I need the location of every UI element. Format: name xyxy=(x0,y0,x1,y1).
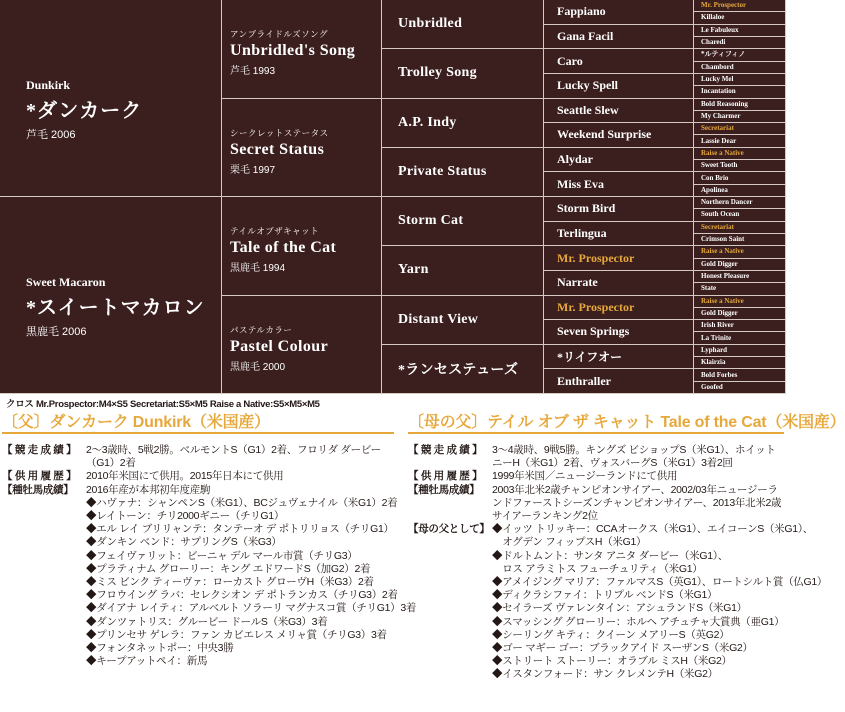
pedigree-dam-dam-cell xyxy=(222,296,382,395)
offspring-list-item: ◆フェイヴァリット：ビーニャ デル マール市賞（チリG3） xyxy=(86,549,358,562)
pedigree-gen5-cell: Chambord xyxy=(694,62,786,74)
pedigree-gen5-cell: *ルティフィノ xyxy=(694,49,786,61)
pedigree-gen4-cell: Enthraller xyxy=(544,369,694,394)
sire-stud-record-row xyxy=(2,484,394,497)
pedigree-gen4-cell: Seattle Slew xyxy=(544,99,694,124)
damsire-offspring-list xyxy=(492,523,827,681)
sire-info: 芦毛 2006 xyxy=(26,129,76,141)
pedigree-gen5-cell: Raise a Native xyxy=(694,296,786,308)
offspring-list-item: ◆ダンキン ベンド：サプリングS（米G3） xyxy=(86,536,282,549)
damsire-profile-section xyxy=(408,412,845,682)
pedigree-gen4-cell: Caro xyxy=(544,49,694,74)
pedigree-dam-sire-cell xyxy=(222,197,382,296)
dam-name-ja: *スイートマカロン xyxy=(26,297,205,319)
offspring-list-item: オグデン フィップスH（米G1） xyxy=(492,536,647,549)
pedigree-gen5-cell: La Trinite xyxy=(694,332,786,344)
pedigree-gen5-cell: Bold Reasoning xyxy=(694,99,786,111)
damsire-profile-body xyxy=(408,444,828,682)
offspring-list-item: ◆エル レイ ブリリャンテ：タンテーオ デ ポトリリョス（チリG1） xyxy=(86,523,394,536)
row-value: 2016年産が本邦初年度産駒 xyxy=(86,483,211,496)
sire-profile-section xyxy=(2,412,417,668)
row-value: 2～3歳時、5戦2勝。ベルモントS（G1）2着、フロリダ ダービー（G1）2着 xyxy=(86,444,381,470)
offspring-list-item: ◆シーリング キティ：クイーン メアリーS（英G2） xyxy=(492,628,730,641)
offspring-list-item: ◆アメイジング マリア：ファルマスS（英G1）、ロートシルト賞（仏G1） xyxy=(492,576,828,589)
pedigree-sire-sire-cell xyxy=(222,0,382,99)
pedigree-gen5-cell: Irish River xyxy=(694,320,786,332)
offspring-list-item: ロス アラミトス フューチュリティ（米G1） xyxy=(492,562,703,575)
pedigree-sire-cell xyxy=(0,0,222,197)
row-label: 【種牡馬成績】 xyxy=(408,483,480,496)
row-label: 【 供 用 履 歴 】 xyxy=(2,470,77,483)
offspring-list-item: ◆ダンツァトリス：グルービー ドールS（米G3）3着 xyxy=(86,615,328,628)
damsire-stud-record-row xyxy=(408,484,784,524)
damsire-profile-heading: 〔母の父〕テイル オブ ザ キャット Tale of the Cat（米国産） xyxy=(408,412,784,434)
pedigree-gen3-cell: Storm Cat xyxy=(382,197,544,246)
dam-dam-info: 黒鹿毛 2000 xyxy=(230,361,286,373)
offspring-list-item: ◆イスタンフォード：サン クレメンテH（米G2） xyxy=(492,668,718,681)
pedigree-gen3-cell: Yarn xyxy=(382,246,544,295)
pedigree-gen5-cell: Lyphard xyxy=(694,345,786,357)
offspring-list-item: ◆ドルトムント：サンタ アニタ ダービー（米G1）、 xyxy=(492,549,728,562)
row-label: 【種牡馬成績】 xyxy=(2,483,74,496)
pedigree-gen3-cell: Distant View xyxy=(382,296,544,345)
offspring-list-item: ◆ゴー マギー ゴー：ブラックアイド スーザンS（米G2） xyxy=(492,642,753,655)
sire-sire-info: 芦毛 1993 xyxy=(230,66,276,77)
sire-profile-heading: 〔父〕ダンカーク Dunkirk（米国産） xyxy=(2,412,394,434)
offspring-list-item: ◆スマッシング グローリー：ホルヘ アチュチャ大賞典（亜G1） xyxy=(492,615,785,628)
pedigree-gen4-cell: Narrate xyxy=(544,271,694,296)
pedigree-gen4-cell: Lucky Spell xyxy=(544,74,694,99)
offspring-list-item: ◆イッツ トリッキー：CCAオークス（米G1）、エイコーンS（米G1）、 xyxy=(492,523,813,536)
pedigree-gen3-cell: Trolley Song xyxy=(382,49,544,98)
pedigree-gen4-cell: Weekend Surprise xyxy=(544,123,694,148)
pedigree-gen4-cell: Mr. Prospector xyxy=(544,246,694,271)
offspring-list-item: ◆ミス ビンク ティーヴァ：ローカスト グローヴH（米G3）2着 xyxy=(86,576,374,589)
pedigree-gen5-cell: Incantation xyxy=(694,86,786,98)
sire-name-ja: *ダンカーク xyxy=(26,100,143,122)
sire-profile-body xyxy=(2,444,417,668)
dam-dam-name-en: Pastel Colour xyxy=(230,337,329,355)
pedigree-gen4-cell: Seven Springs xyxy=(544,320,694,345)
pedigree-dam-cell xyxy=(0,197,222,394)
row-value: 2003年北米2歳チャンピオンサイアー、2002/03年ニュージーランドファーストシーズンチャンピオンサイアー、2013年北米2歳サイアーランキング2位 xyxy=(492,483,782,523)
pedigree-gen5-cell: Apolinea xyxy=(694,185,786,197)
pedigree-gen5-cell: Secretariat xyxy=(694,123,786,135)
pedigree-gen5-cell: Sweet Tooth xyxy=(694,160,786,172)
pedigree-gen5-cell: Crimson Saint xyxy=(694,234,786,246)
pedigree-gen5-cell: Lucky Mel xyxy=(694,74,786,86)
offspring-list-item: ◆レイトーン：チリ2000ギニー（チリG1） xyxy=(86,510,285,523)
pedigree-gen4-cell: *リイフオー xyxy=(544,345,694,370)
pedigree-gen5-cell: Gold Digger xyxy=(694,308,786,320)
pedigree-gen4-cell: Terlingua xyxy=(544,222,694,247)
offspring-list-item: ◆ハヴァナ：シャンペンS（米G1）、BCジュヴェナイル（米G1）2着 xyxy=(86,496,398,509)
pedigree-gen5-cell: Charedi xyxy=(694,37,786,49)
dam-dam-kana: パステルカラー xyxy=(230,324,293,335)
pedigree-gen5-cell: Goofed xyxy=(694,382,786,394)
row-label: 【 競 走 成 績 】 xyxy=(408,444,483,456)
row-value: 3～4歳時、9戦5勝。キングズ ビショップS（米G1）、ホイットニーH（米G1）2着、ヴォスバーグS（米G1）3着2回 xyxy=(492,444,776,470)
damsire-as-broodmare-sire-row xyxy=(408,523,828,681)
pedigree-gen5-cell: Gold Digger xyxy=(694,259,786,271)
sire-sire-name-en: Unbridled's Song xyxy=(230,42,356,59)
pedigree-gen4-cell: Fappiano xyxy=(544,0,694,25)
row-label: 【 競 走 成 績 】 xyxy=(2,444,77,456)
sire-offspring-list xyxy=(2,496,417,669)
offspring-list-item: ◆フロウイング ラバ：セレクシオン デ ポトランカス（チリG3）2着 xyxy=(86,589,398,602)
pedigree-gen5-cell: Lassie Dear xyxy=(694,135,786,147)
pedigree-gen3-cell: Unbridled xyxy=(382,0,544,49)
pedigree-gen5-cell: Con Brio xyxy=(694,172,786,184)
offspring-list-item: ◆ストリート ストーリー：オラブル ミスH（米G2） xyxy=(492,655,732,668)
pedigree-gen4-cell: Gana Facil xyxy=(544,25,694,50)
pedigree-gen4-cell: Storm Bird xyxy=(544,197,694,222)
pedigree-gen3-cell: Private Status xyxy=(382,148,544,197)
sire-name-en: Dunkirk xyxy=(26,78,71,92)
row-label: 【 供 用 履 歴 】 xyxy=(408,470,483,483)
offspring-list-item: ◆セイラーズ ヴァレンタイン：アシュランドS（米G1） xyxy=(492,602,747,615)
pedigree-gen5-cell: Honest Pleasure xyxy=(694,271,786,283)
inbreeding-cross-line: クロス Mr.Prospector:M4×S5 Secretariat:S5×M5 Raise a Native:S5×M5×M5 xyxy=(6,399,320,410)
pedigree-gen5-cell: Mr. Prospector xyxy=(694,0,786,12)
damsire-race-record-row xyxy=(408,444,784,470)
offspring-list-item: ◆ダイアナ レイティ：アルベルト ソラーリ マグナスコ賞（チリG1）3着 xyxy=(86,602,417,615)
sire-race-record-row xyxy=(2,444,394,470)
pedigree-gen3-cell: *ランセステューズ xyxy=(382,345,544,394)
damsire-stud-history-row xyxy=(408,470,784,483)
sire-dam-info: 栗毛 1997 xyxy=(230,164,276,176)
pedigree-gen5-cell: South Ocean xyxy=(694,209,786,221)
pedigree-sire-dam-cell xyxy=(222,99,382,198)
dam-sire-name-en: Tale of the Cat xyxy=(230,239,337,256)
sire-dam-name-en: Secret Status xyxy=(230,140,325,158)
sire-dam-kana: シークレットステータス xyxy=(230,127,329,138)
pedigree-gen5-cell: Klairzia xyxy=(694,357,786,369)
sire-sire-kana: アンブライドルズソング xyxy=(230,29,328,39)
pedigree-gen3-cell: A.P. Indy xyxy=(382,99,544,148)
pedigree-gen5-cell: My Charmer xyxy=(694,111,786,123)
pedigree-gen4-cell: Mr. Prospector xyxy=(544,296,694,321)
pedigree-gen5-cell: Secretariat xyxy=(694,222,786,234)
pedigree-gen5-cell: Killaloe xyxy=(694,12,786,24)
offspring-list-item: ◆キープアットペイ：新馬 xyxy=(86,655,208,668)
row-label: 【母の父として】 xyxy=(408,523,490,536)
offspring-list-item: ◆フォンタネットポー：中央3勝 xyxy=(86,642,234,655)
offspring-list-item: ◆プリンセサ ゲレラ：ファン カビエレス メリャ賞（チリG3）3着 xyxy=(86,628,387,641)
pedigree-gen5-cell: Northern Dancer xyxy=(694,197,786,209)
dam-info: 黒鹿毛 2006 xyxy=(26,326,87,338)
sire-stud-history-row xyxy=(2,470,394,483)
row-value: 2010年米国にて供用。2015年日本にて供用 xyxy=(86,470,284,483)
pedigree-gen5-cell: Raise a Native xyxy=(694,246,786,258)
pedigree-gen5-cell: State xyxy=(694,283,786,295)
dam-name-en: Sweet Macaron xyxy=(26,275,106,289)
row-value: 1999年米国／ニュージーランドにて供用 xyxy=(492,470,678,483)
pedigree-gen5-cell: Bold Forbes xyxy=(694,369,786,381)
pedigree-gen5-cell: Le Fabuleux xyxy=(694,25,786,37)
offspring-list-item: ◆ディクラシファイ：トリプル ベンドS（米G1） xyxy=(492,589,718,602)
offspring-list-item: ◆プラティナム グローリー：キング エドワードS（加G2）2着 xyxy=(86,562,371,575)
pedigree-gen4-cell: Miss Eva xyxy=(544,172,694,197)
pedigree-gen5-cell: Raise a Native xyxy=(694,148,786,160)
dam-sire-info: 黒鹿毛 1994 xyxy=(230,263,286,274)
dam-sire-kana: テイルオブザキャット xyxy=(230,226,320,236)
pedigree-gen4-cell: Alydar xyxy=(544,148,694,173)
